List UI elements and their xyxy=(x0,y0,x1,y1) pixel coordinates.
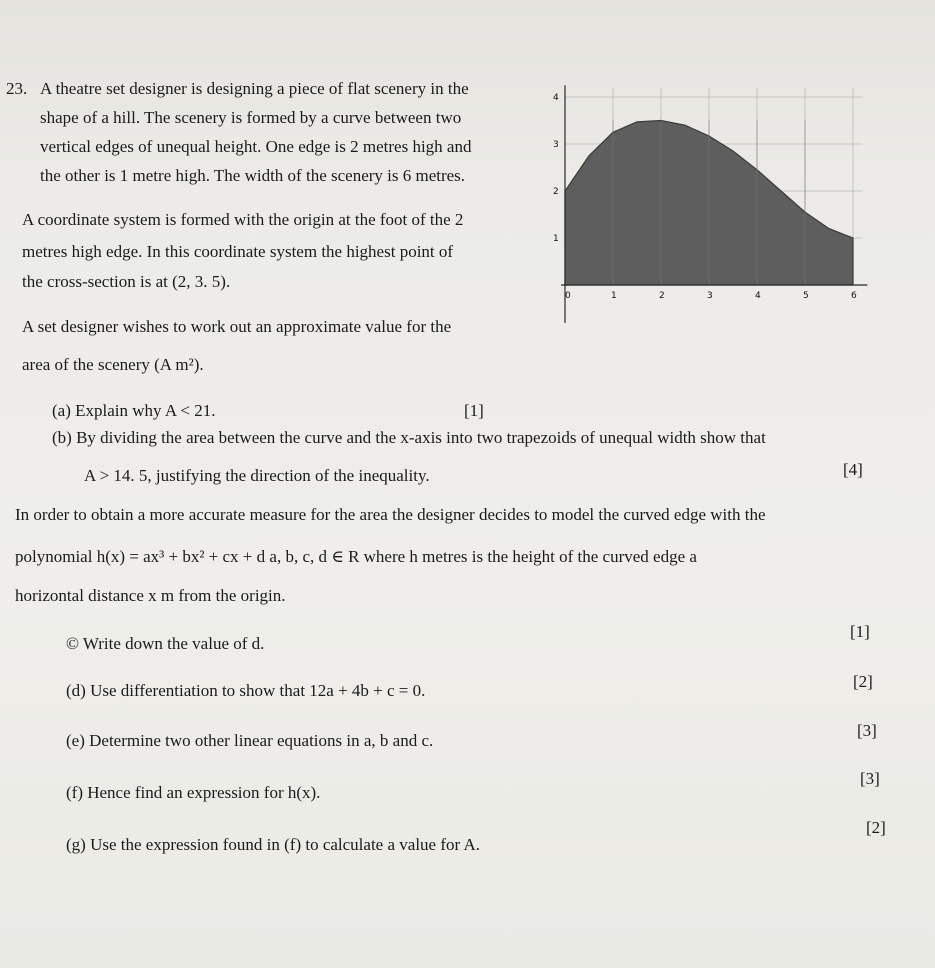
x-tick-label: 6 xyxy=(851,291,857,301)
model-line-1: In order to obtain a more accurate measure for the area the designer decides to model the curved edge with the xyxy=(15,505,766,524)
part-e-text: (e) Determine two other linear equations in a, b and c. xyxy=(66,731,434,750)
part-c-text: © Write down the value of d. xyxy=(66,634,265,653)
part-d-text: (d) Use differentiation to show that 12a + 4b + c = 0. xyxy=(66,681,426,700)
part-f-text: (f) Hence find an expression for h(x). xyxy=(66,783,321,802)
part-b-text-2: A > 14. 5, justifying the direction of the inequality. xyxy=(84,466,430,485)
model-line-3: horizontal distance x m from the origin. xyxy=(15,586,286,605)
question-number: 23. xyxy=(6,79,28,98)
part-d-marks: [2] xyxy=(853,672,873,691)
coord-line-1: A coordinate system is formed with the origin at the foot of the 2 xyxy=(22,210,464,229)
part-b-marks: [4] xyxy=(843,460,863,479)
y-tick-label: 3 xyxy=(553,140,559,150)
coord-line-2: metres high edge. In this coordinate system the highest point of xyxy=(22,242,454,261)
intro-line-2: shape of a hill. The scenery is formed by a curve between two xyxy=(40,108,462,127)
part-c-marks: [1] xyxy=(850,622,870,641)
part-b-text-1: (b) By dividing the area between the curve and the x-axis into two trapezoids of unequal width show that xyxy=(52,428,766,447)
intro-line-3: vertical edges of unequal height. One edge is 2 metres high and xyxy=(40,137,472,156)
x-tick-label: 1 xyxy=(611,291,617,301)
x-tick-label: 3 xyxy=(707,291,713,301)
approx-line-1: A set designer wishes to work out an approximate value for the xyxy=(22,317,452,336)
hill-figure xyxy=(527,80,935,335)
intro-line-4: the other is 1 metre high. The width of the scenery is 6 metres. xyxy=(40,166,466,185)
approx-line-2: area of the scenery (A m²). xyxy=(22,355,204,374)
y-tick-label: 2 xyxy=(553,187,559,197)
part-g-marks: [2] xyxy=(866,818,886,837)
part-g-text: (g) Use the expression found in (f) to calculate a value for A. xyxy=(66,835,480,854)
intro-line-1: A theatre set designer is designing a piece of flat scenery in the xyxy=(40,79,469,98)
y-tick-label: 1 xyxy=(553,234,559,244)
part-a-text: (a) Explain why A < 21. xyxy=(52,401,216,420)
x-tick-label: 4 xyxy=(755,291,761,301)
part-e-marks: [3] xyxy=(857,721,877,740)
coord-line-3: the cross-section is at (2, 3. 5). xyxy=(22,272,231,291)
x-tick-label: 0 xyxy=(565,291,571,301)
x-tick-label: 2 xyxy=(659,291,665,301)
y-tick-label: 4 xyxy=(553,93,559,103)
part-f-marks: [3] xyxy=(860,769,880,788)
part-a-marks: [1] xyxy=(464,401,484,420)
x-tick-label: 5 xyxy=(803,291,809,301)
model-line-2: polynomial h(x) = ax³ + bx² + cx + d a, b, c, d ∈ R where h metres is the height of the curved edge a xyxy=(15,547,697,566)
